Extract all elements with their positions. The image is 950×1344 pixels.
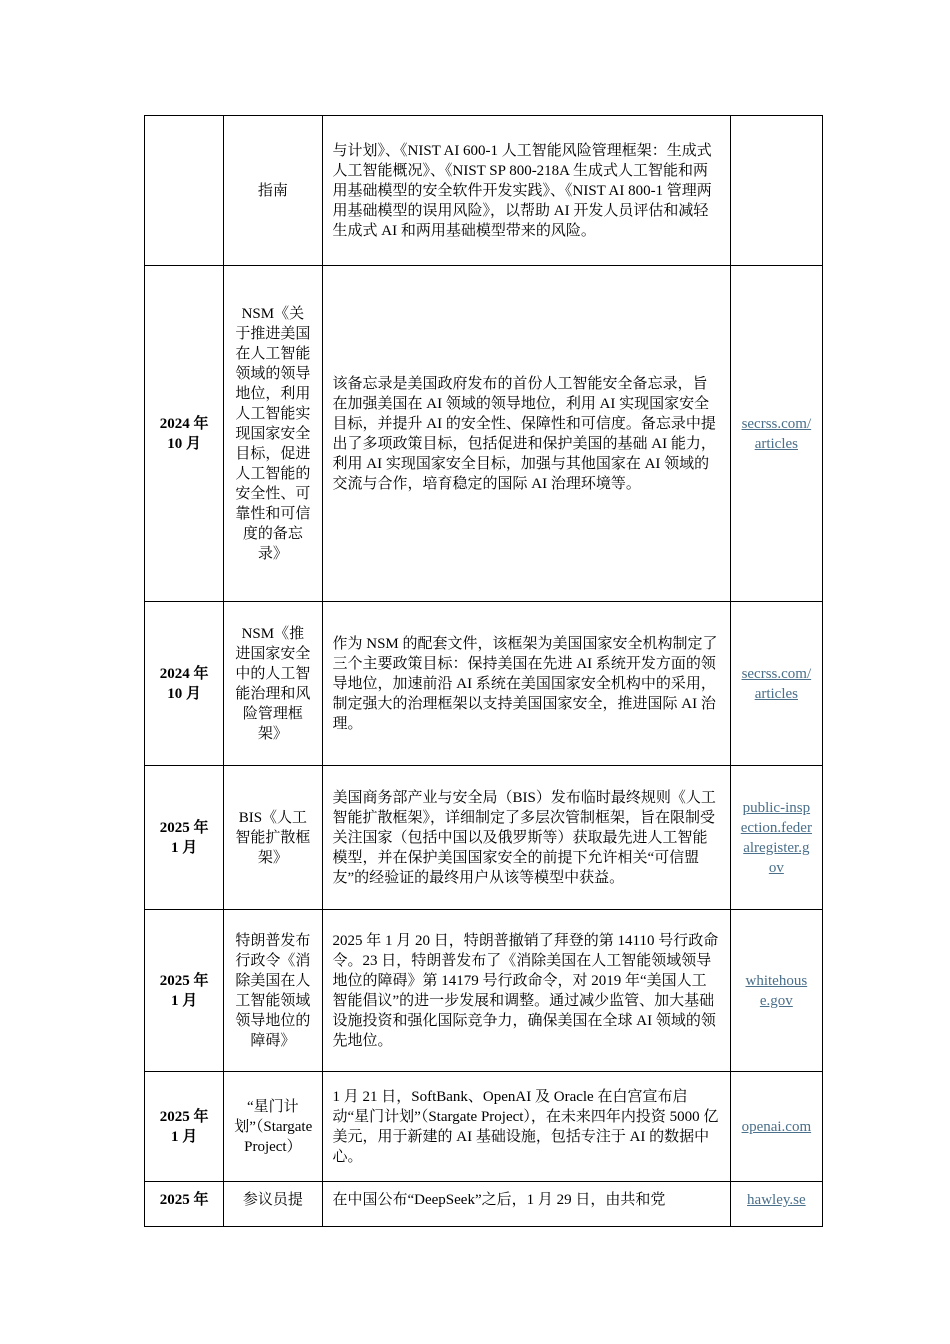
table-row [145,116,823,266]
description-cell: 1 月 21 日，SoftBank、OpenAI 及 Oracle 在白宫宣布启动“星门计划”（Stargate Project），在未来四年内投资 5000 亿美元，用于新建的 AI 基础设施，包括专注于 AI 的数据中心。 [322,1072,730,1182]
date-cell: 2025 年 1 月 [145,766,224,910]
policy-name-cell: NSM《推进国家安全中的人工智能治理和风险管理框架》 [224,602,322,766]
source-link[interactable]: secrss.com/articles [741,665,812,702]
date-cell: 2025 年 1 月 [145,910,224,1072]
policy-name-cell: 指南 [224,116,322,266]
source-cell [730,1072,822,1182]
description-cell: 美国商务部产业与安全局（BIS）发布临时最终规则《人工智能扩散框架》，详细制定了多层次管制框架，旨在限制受关注国家（包括中国以及俄罗斯等）获取最先进人工智能模型，并在保护美国国家安全的前提下允许相关“可信盟友”的经验证的最终用户从该等模型中获益。 [322,766,730,910]
table-row [145,1182,823,1227]
date-cell: 2024 年 10 月 [145,602,224,766]
table-row [145,266,823,602]
source-link[interactable]: openai.com [741,1118,812,1135]
source-cell [730,266,822,602]
date-cell: 2025 年 1 月 [145,1072,224,1182]
source-link[interactable]: public-inspection.federalregister.gov [740,799,812,876]
date-cell [145,116,224,266]
source-link[interactable]: secrss.com/articles [741,415,812,452]
description-cell: 2025 年 1 月 20 日，特朗普撤销了拜登的第 14110 号行政命令。23 日，特朗普发布了《消除美国在人工智能领域领导地位的障碍》第 14179 号行政命令，对 2019 年“美国人工智能倡议”的进一步发展和调整。通过减少监管、加大基础设施投资和强化国际竞争力，确保美国在全球 AI 领域的领先地位。 [322,910,730,1072]
policy-name-cell: BIS《人工智能扩散框架》 [224,766,322,910]
description-cell: 在中国公布“DeepSeek”之后，1 月 29 日，由共和党 [322,1182,730,1227]
source-link[interactable]: whitehouse.gov [745,972,808,1009]
table-row [145,1072,823,1182]
source-cell [730,766,822,910]
table-row [145,602,823,766]
policy-name-cell: 参议员提 [224,1182,322,1227]
policy-name-cell: NSM《关于推进美国在人工智能领域的领导地位，利用人工智能实现国家安全目标，促进人工智能的安全性、可靠性和可信度的备忘录》 [224,266,322,602]
policy-name-cell: “星门计划”（Stargate Project） [224,1072,322,1182]
description-cell: 该备忘录是美国政府发布的首份人工智能安全备忘录，旨在加强美国在 AI 领域的领导地位，利用 AI 实现国家安全目标，并提升 AI 的安全性、保障性和可信度。备忘录中提出了多项政策目标，包括促进和保护美国的基础 AI 能力，利用 AI 实现国家安全目标，加强与其他国家在 AI 领域的交流与合作，培育稳定的国际 AI 治理环境等。 [322,266,730,602]
description-cell: 与计划》、《NIST AI 600-1 人工智能风险管理框架：生成式人工智能概况》、《NIST SP 800-218A 生成式人工智能和两用基础模型的安全软件开发实践》、《NIST AI 800-1 管理两用基础模型的误用风险》，以帮助 AI 开发人员评估和减轻生成式 AI 和两用基础模型带来的风险。 [322,116,730,266]
date-cell: 2025 年 [145,1182,224,1227]
source-cell [730,602,822,766]
table-row [145,910,823,1072]
source-cell [730,1182,822,1227]
source-cell [730,910,822,1072]
policy-table [144,115,823,1227]
source-link[interactable]: hawley.se [747,1192,806,1208]
date-cell: 2024 年 10 月 [145,266,224,602]
table-row [145,766,823,910]
source-cell [730,116,822,266]
policy-name-cell: 特朗普发布行政令《消除美国在人工智能领域领导地位的障碍》 [224,910,322,1072]
description-cell: 作为 NSM 的配套文件，该框架为美国国家安全机构制定了三个主要政策目标：保持美国在先进 AI 系统开发方面的领导地位，加速前沿 AI 系统在美国国家安全机构中的采用，制定强大的治理框架以支持美国国家安全，推进国际 AI 治理。 [322,602,730,766]
